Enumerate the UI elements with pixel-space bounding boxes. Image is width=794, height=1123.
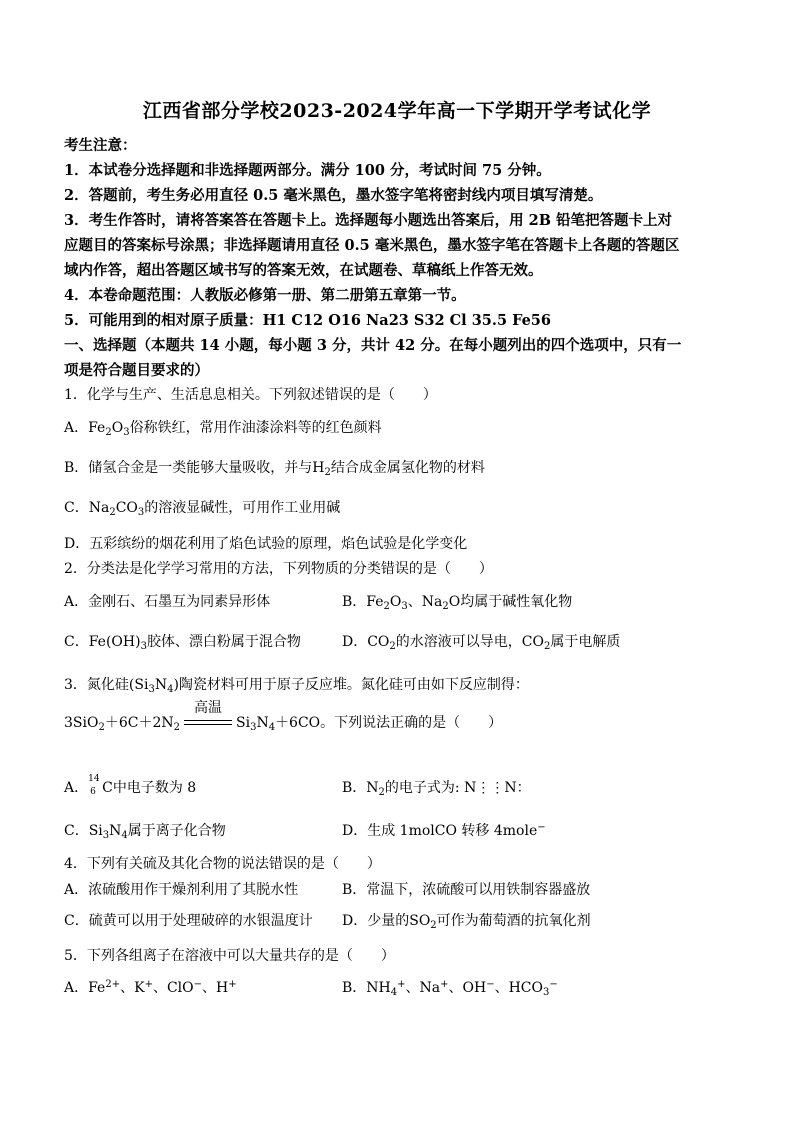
q4-option-c: C．硫黄可以用于处理破碎的水银温度计 — [64, 913, 313, 929]
reaction-arrow — [182, 700, 234, 731]
q2-option-c: C．$Fe(OH)_3$胶体、漂白粉属于混合物 — [64, 634, 301, 652]
nuclide-notation: 14 6 — [88, 774, 100, 797]
q3-option-a: A． 14 6 C中电子数为 8 — [64, 774, 197, 797]
q3-option-c: C．$Si_3N_4$属于离子化合物 — [64, 823, 226, 841]
notice-line-3c: 域内作答，超出答题区域书写的答案无效，在试题卷、草稿纸上作答无效。 — [64, 262, 543, 279]
q2-stem: 2．分类法是化学学习常用的方法，下列物质的分类错误的是（ ） — [64, 561, 493, 577]
notice-line-1: 1．本试卷分选择题和非选择题两部分。满分 100 分，考试时间 75 分钟。 — [64, 162, 551, 179]
reaction-condition: 高温 — [193, 700, 222, 716]
notice-line-2: 2．答题前，考生务必用直径 0.5 毫米黑色，墨水签字笔将密封线内项目填写清楚。 — [64, 187, 603, 204]
q2-option-a: A．金刚石、石墨互为同素异形体 — [64, 594, 271, 610]
q2-option-b: B．$Fe_2O_3$、$Na_2O$均属于碱性氧化物 — [342, 594, 573, 612]
q2-option-d: D．$CO_2$的水溶液可以导电，$CO_2$属于电解质 — [342, 634, 621, 652]
q1-option-a: A．$Fe_2O_3$俗称铁红，常用作油漆涂料等的红色颜料 — [64, 420, 382, 438]
q3-option-b: B．$N_2$的电子式为: N⋮⋮N： — [342, 780, 531, 798]
q4-option-d: D．少量的$SO_2$可作为葡萄酒的抗氧化剂 — [342, 913, 591, 931]
notice-line-5: 5．可能用到的相对原子质量：H1 C12 O16 Na23 S32 Cl 35.5 Fe56 — [64, 312, 551, 329]
q5-stem: 5．下列各组离子在溶液中可以大量共存的是（ ） — [64, 948, 395, 964]
section-heading-2: 项是符合题目要求的） — [64, 362, 209, 379]
q3-option-d: D．生成 1molCO 转移 4mole− — [342, 822, 546, 839]
q1-option-c: C．$Na_2CO_3$的溶液显碱性，可用作工业用碱 — [64, 500, 341, 518]
notice-line-3b: 应题目的答案标号涂黑；非选择题请用直径 0.5 毫米黑色，墨水签字笔在答题卡上各题的答题区 — [64, 237, 680, 254]
section-heading-1: 一、选择题（本题共 14 小题，每小题 3 分，共计 42 分。在每小题列出的四个选项中，只有一 — [64, 337, 682, 354]
notice-heading: 考生注意： — [64, 137, 137, 154]
q5-option-b: B．$NH_4^+$、Na+、OH−、$HCO_3^-$ — [342, 979, 558, 998]
notice-line-3a: 3．考生作答时，请将答案答在答题卡上。选择题每小题选出答案后，用 2B 铅笔把答题卡上对 — [64, 212, 673, 229]
q3-stem: 3．氮化硅$(Si_3N_4)$陶瓷材料可用于原子反应堆。氮化硅可由如下反应制得： — [64, 677, 529, 695]
q4-option-a: A．浓硫酸用作干燥剂利用了其脱水性 — [64, 882, 299, 898]
q5-option-a: A．$Fe^{2+}$、K+、ClO−、H+ — [64, 979, 237, 996]
q4-stem: 4．下列有关硫及其化合物的说法错误的是（ ） — [64, 856, 381, 872]
q1-option-b: B．储氢合金是一类能够大量吸收，并与$H_2$结合成金属氢化物的材料 — [64, 460, 485, 478]
notice-line-4: 4．本卷命题范围：人教版必修第一册、第二册第五章第一节。 — [64, 287, 466, 304]
q1-option-d: D．五彩缤纷的烟花利用了焰色试验的原理，焰色试验是化学变化 — [64, 536, 468, 552]
q4-option-b: B．常温下，浓硫酸可以用铁制容器盛放 — [342, 882, 591, 898]
q3-equation: $3SiO_2+6C+2N_2$ 高温 $Si_3N_4+6CO$。下列说法正确的是（ ） — [64, 712, 502, 733]
page-title: 江西省部分学校2023-2024学年高一下学期开学考试化学 — [142, 100, 652, 122]
q1-stem: 1．化学与生产、生活息息相关。下列叙述错误的是（ ） — [64, 387, 437, 403]
